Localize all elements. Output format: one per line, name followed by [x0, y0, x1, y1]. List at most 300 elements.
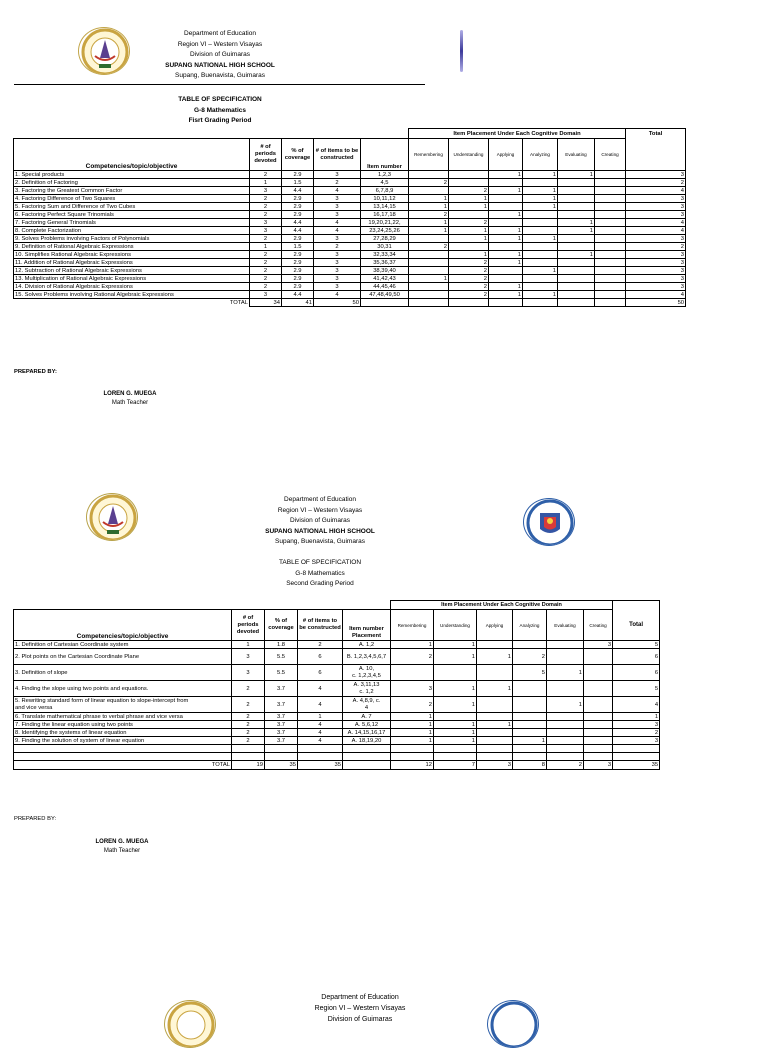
tos1-cell-analyzing [523, 243, 558, 251]
tos2-cell-evaluating [547, 649, 584, 665]
tos1-cell-creating [595, 259, 626, 267]
tos2-cell-creating [584, 697, 613, 713]
tos1-cell-total: 3 [626, 195, 686, 203]
tos2-cell-total: 5 [613, 641, 660, 649]
tos1-cell-creating [595, 179, 626, 187]
tos2-col-applying: Applying [477, 610, 513, 641]
tos2-row [14, 665, 660, 681]
tos2-cell-items: 4 [298, 721, 343, 729]
tos2-cell-competency: 7. Finding the linear equation using two points [14, 721, 232, 729]
dept-name: Department of Education [184, 30, 256, 37]
tos1-cell-competency: 3. Factoring the Greatest Common Factor [14, 187, 250, 195]
tos2-row [14, 641, 660, 649]
tos1-cell-coverage: 4.4 [282, 187, 314, 195]
tos1-cell-understanding: 2 [449, 259, 489, 267]
tos2-cell-creating [584, 737, 613, 745]
tos1-cell-coverage: 2.9 [282, 275, 314, 283]
tos1-cell-analyzing: 1 [523, 235, 558, 243]
tos1-cell-competency: 9. Definition of Rational Algebraic Expressions [14, 243, 250, 251]
tos1-cell-creating [595, 219, 626, 227]
tos1-cell-items: 3 [314, 275, 361, 283]
tos1-cell-periods: 2 [250, 195, 282, 203]
tos2-cell-understanding: 1 [434, 697, 477, 713]
tos2-cell-creating [584, 721, 613, 729]
tos1-row [14, 235, 686, 243]
tos1-cell-item-number: 35,36,37 [361, 259, 409, 267]
tos1-cell-competency: 12. Subtraction of Rational Algebraic Expressions [14, 267, 250, 275]
tos1-cell-evaluating [558, 267, 595, 275]
tos1-cell-evaluating [558, 187, 595, 195]
tos1-cell-remembering [409, 259, 449, 267]
tos2-cell-total: 4 [613, 697, 660, 713]
tos2-row [14, 681, 660, 697]
signature-block-1 [90, 390, 170, 408]
tos2-cell-items: 4 [298, 737, 343, 745]
tos1-rows [14, 171, 686, 299]
tos2-cell-total: 3 [613, 721, 660, 729]
tos1-cell-item-number: 32,33,34 [361, 251, 409, 259]
tos1-cell-periods: 2 [250, 203, 282, 211]
tos2-cell-applying [477, 729, 513, 737]
tos1-cell-evaluating: 1 [558, 171, 595, 179]
tos1-cell-creating [595, 235, 626, 243]
tos1-row [14, 283, 686, 291]
tos1-col-remembering: Remembering [409, 139, 449, 171]
division-name-3: Division of Guimaras [327, 1016, 393, 1023]
tos2-rows [14, 641, 660, 745]
tos1-cell-understanding [449, 179, 489, 187]
school-name: SUPANG NATIONAL HIGH SCHOOL [165, 61, 275, 69]
tos2-cell-competency: 3. Definition of slope [14, 665, 232, 681]
tos1-cell-items: 3 [314, 235, 361, 243]
tos1-cell-understanding [449, 243, 489, 251]
tos2-cell-competency: 9. Finding the solution of system of linear equation [14, 737, 232, 745]
signature-block-2 [82, 838, 162, 856]
tos1-cell-remembering [409, 267, 449, 275]
teacher-role-2: Math Teacher [103, 848, 141, 854]
tos2-total-remembering: 12 [391, 761, 434, 770]
dept-name-3: Department of Education [321, 994, 399, 1001]
tos1-cell-applying: 1 [489, 251, 523, 259]
tos1-row [14, 275, 686, 283]
tos2-cell-understanding: 1 [434, 737, 477, 745]
tos2-cell-items: 6 [298, 649, 343, 665]
division-name-2: Division of Guimaras [290, 517, 350, 524]
tos1-col-items: # of items to be constructed [314, 139, 361, 171]
tos2-total-label: TOTAL [14, 761, 232, 770]
tos1-cell-item-number: 19,20,21,22, [361, 219, 409, 227]
tos1-cell-remembering: 2 [409, 211, 449, 219]
tos1-cell-competency: 7. Factoring General Trinomials [14, 219, 250, 227]
tos1-cell-applying: 1 [489, 187, 523, 195]
tos1-cell-creating [595, 283, 626, 291]
tos1-cell-total: 4 [626, 187, 686, 195]
tos1-domain-group-header: Item Placement Under Each Cognitive Domain [409, 129, 626, 139]
teacher-name-1: LOREN G. MUEGA [103, 391, 157, 397]
tos1-cell-applying [489, 219, 523, 227]
tos1-cell-coverage: 2.9 [282, 283, 314, 291]
tos2-cell-remembering: 1 [391, 641, 434, 649]
tos1-cell-remembering: 1 [409, 219, 449, 227]
tos2-col-understanding: Understanding [434, 610, 477, 641]
tos1-cell-periods: 2 [250, 267, 282, 275]
tos1-cell-analyzing: 1 [523, 195, 558, 203]
tos2-col-creating: Creating [584, 610, 613, 641]
tos1-cell-item-number: 44,45,46 [361, 283, 409, 291]
tos2-cell-coverage: 3.7 [265, 729, 298, 737]
tos1-cell-understanding: 1 [449, 227, 489, 235]
tos1-cell-remembering: 1 [409, 195, 449, 203]
tos2-cell-competency: 6. Translate mathematical phrase to verbal phrase and vice versa [14, 713, 232, 721]
tos1-cell-items: 3 [314, 203, 361, 211]
tos1-cell-creating [595, 251, 626, 259]
tos2-cell-periods: 3 [232, 665, 265, 681]
tos2-cell-remembering [391, 665, 434, 681]
tos1-cell-creating [595, 243, 626, 251]
school-seal-logo-2 [86, 493, 138, 541]
tos1-cell-item-number: 27,28,29 [361, 235, 409, 243]
tos1-cell-analyzing [523, 259, 558, 267]
tos2-total-analyzing: 8 [513, 761, 547, 770]
tos1-cell-item-number: 6,7,8,9 [361, 187, 409, 195]
tos1-cell-evaluating [558, 283, 595, 291]
school-address: Supang, Buenavista, Guimaras [175, 72, 265, 79]
tos1-cell-periods: 1 [250, 243, 282, 251]
tos2-cell-analyzing [513, 713, 547, 721]
tos1-cell-creating [595, 291, 626, 299]
tos2-cell-evaluating: 1 [547, 665, 584, 681]
tos1-cell-understanding: 2 [449, 267, 489, 275]
tos1-cell-periods: 2 [250, 211, 282, 219]
tos1-cell-periods: 3 [250, 219, 282, 227]
tos1-cell-competency: 4. Factoring Difference of Two Squares [14, 195, 250, 203]
tos1-cell-competency: 11. Addition of Rational Algebraic Expressions [14, 259, 250, 267]
tos2-cell-item-number: A. 14,15,16,17 [343, 729, 391, 737]
tos1-cell-periods: 2 [250, 171, 282, 179]
tos1-cell-creating [595, 195, 626, 203]
tos1-cell-total: 3 [626, 267, 686, 275]
school-header-1 [130, 29, 310, 82]
tos2-col-remembering: Remembering [391, 610, 434, 641]
tos2-domain-group-header: Item Placement Under Each Cognitive Domain [391, 601, 613, 610]
tos1-cell-analyzing [523, 251, 558, 259]
tos2-cell-applying [477, 641, 513, 649]
dept-name-2: Department of Education [284, 496, 356, 503]
tos1-cell-understanding: 1 [449, 203, 489, 211]
tos2-cell-item-number: A. 10, c. 1,2,3,4,5 [343, 665, 391, 681]
tos2-period: Second Grading Period [286, 580, 354, 587]
tos2-row [14, 697, 660, 713]
tos1-col-creating: Creating [595, 139, 626, 171]
tos1-cell-evaluating [558, 203, 595, 211]
tos1-cell-coverage: 2.9 [282, 235, 314, 243]
tos1-cell-remembering [409, 283, 449, 291]
tos1-cell-creating [595, 171, 626, 179]
tos2-cell-items: 1 [298, 713, 343, 721]
tos1-cell-applying [489, 275, 523, 283]
tos1-cell-creating [595, 227, 626, 235]
tos2-cell-coverage: 5.5 [265, 665, 298, 681]
tos1-row [14, 219, 686, 227]
tos1-cell-coverage: 2.9 [282, 171, 314, 179]
tos1-cell-understanding: 2 [449, 187, 489, 195]
tos2-cell-periods: 2 [232, 729, 265, 737]
tos2-cell-competency: 8. Identifying the systems of linear equation [14, 729, 232, 737]
tos1-cell-applying: 1 [489, 235, 523, 243]
tos2-cell-item-number: A. 5,6,12 [343, 721, 391, 729]
tos1-title: TABLE OF SPECIFICATION [178, 96, 262, 103]
tos1-cell-coverage: 2.9 [282, 251, 314, 259]
tos2-cell-total: 5 [613, 681, 660, 697]
tos2-cell-analyzing [513, 681, 547, 697]
tos2-cell-applying [477, 665, 513, 681]
tos2-cell-remembering: 1 [391, 713, 434, 721]
tos1-cell-evaluating [558, 211, 595, 219]
school-header-2 [230, 495, 410, 548]
tos2-cell-total: 2 [613, 729, 660, 737]
tos2-cell-competency: 2. Plot points on the Cartesian Coordinate Plane [14, 649, 232, 665]
tos2-grade: G-8 Mathematics [295, 569, 345, 577]
tos1-cell-periods: 2 [250, 251, 282, 259]
school-seal-logo-3 [164, 1000, 216, 1048]
tos1-cell-total: 3 [626, 283, 686, 291]
tos1-cell-analyzing [523, 227, 558, 235]
tos2-cell-item-number: A. 7 [343, 713, 391, 721]
tos2-cell-remembering: 2 [391, 649, 434, 665]
school-name-2: SUPANG NATIONAL HIGH SCHOOL [265, 527, 375, 535]
tos2-col-items: # of items to be constructed [298, 610, 343, 641]
tos1-cell-competency: 8. Complete Factorization [14, 227, 250, 235]
tos2-cell-evaluating [547, 681, 584, 697]
tos2-cell-periods: 2 [232, 737, 265, 745]
tos1-cell-applying: 1 [489, 283, 523, 291]
tos1-cell-competency: 5. Factoring Sum and Difference of Two Cubes [14, 203, 250, 211]
tos1-cell-applying [489, 243, 523, 251]
tos1-cell-creating [595, 211, 626, 219]
tos2-col-periods: # of periods devoted [232, 610, 265, 641]
tos1-cell-applying: 1 [489, 227, 523, 235]
school-address-2: Supang, Buenavista, Guimaras [275, 538, 365, 545]
tos1-col-coverage: % of coverage [282, 139, 314, 171]
tos1-cell-competency: 1. Special products [14, 171, 250, 179]
tos1-cell-item-number: 41,42,43 [361, 275, 409, 283]
tos1-cell-evaluating [558, 235, 595, 243]
tos1-cell-items: 3 [314, 171, 361, 179]
tos2-row [14, 713, 660, 721]
tos2-total-coverage: 35 [265, 761, 298, 770]
tos1-cell-items: 3 [314, 283, 361, 291]
tos2-cell-understanding: 1 [434, 729, 477, 737]
tos1-cell-items: 3 [314, 259, 361, 267]
tos2-total-items: 35 [298, 761, 343, 770]
tos2-cell-item-number: A. 4,8,9, c. 4 [343, 697, 391, 713]
tos1-cell-analyzing: 1 [523, 267, 558, 275]
tos2-cell-analyzing: 5 [513, 665, 547, 681]
tos1-cell-total: 3 [626, 275, 686, 283]
tos1-row [14, 251, 686, 259]
tos1-row [14, 267, 686, 275]
tos1-cell-evaluating: 1 [558, 251, 595, 259]
tos1-cell-competency: 13. Multiplication of Rational Algebraic Expressions [14, 275, 250, 283]
tos1-period: Fisrt Grading Period [188, 117, 252, 124]
tos2-cell-item-number: A. 3,11,13 c. 1,2 [343, 681, 391, 697]
tos1-cell-understanding: 1 [449, 251, 489, 259]
tos2-cell-creating [584, 665, 613, 681]
tos1-cell-coverage: 1.5 [282, 243, 314, 251]
tos1-cell-item-number: 38,39,40 [361, 267, 409, 275]
tos2-cell-coverage: 5.5 [265, 649, 298, 665]
tos1-cell-analyzing [523, 275, 558, 283]
tos1-cell-evaluating [558, 259, 595, 267]
tos1-cell-remembering [409, 251, 449, 259]
tos1-cell-periods: 1 [250, 179, 282, 187]
tos1-cell-applying: 1 [489, 291, 523, 299]
tos1-total-items: 50 [314, 299, 361, 307]
tos1-cell-item-number: 16,17,18 [361, 211, 409, 219]
tos1-cell-competency: 2. Definition of Factoring [14, 179, 250, 187]
tos1-cell-understanding: 2 [449, 219, 489, 227]
tos2-col-analyzing: Analyzing [513, 610, 547, 641]
tos2-cell-analyzing: 1 [513, 737, 547, 745]
tos2-cell-periods: 1 [232, 641, 265, 649]
tos1-cell-remembering [409, 187, 449, 195]
tos2-cell-analyzing [513, 729, 547, 737]
tos1-cell-total: 3 [626, 259, 686, 267]
tos2-table [13, 600, 660, 770]
tos1-col-competency: Competencies/topic/objective [14, 139, 250, 171]
tos2-cell-total: 3 [613, 737, 660, 745]
tos1-cell-coverage: 4.4 [282, 227, 314, 235]
tos2-cell-applying: 1 [477, 681, 513, 697]
tos2-cell-understanding: 1 [434, 649, 477, 665]
tos2-cell-creating [584, 681, 613, 697]
tos1-total-header: Total [626, 129, 686, 139]
tos1-row [14, 179, 686, 187]
tos1-cell-item-number: 13,14,15 [361, 203, 409, 211]
tos1-cell-total: 2 [626, 243, 686, 251]
tos1-cell-analyzing [523, 179, 558, 187]
tos1-cell-understanding: 1 [449, 235, 489, 243]
tos1-cell-remembering: 2 [409, 179, 449, 187]
tos2-cell-understanding: 1 [434, 681, 477, 697]
tos1-cell-periods: 2 [250, 275, 282, 283]
tos1-cell-applying [489, 179, 523, 187]
tos1-total-periods: 34 [250, 299, 282, 307]
tos1-cell-total: 3 [626, 211, 686, 219]
region-name: Region VI – Western Visayas [177, 40, 263, 48]
tos1-cell-applying: 1 [489, 211, 523, 219]
tos2-col-competency: Competencies/topic/objective [14, 610, 232, 641]
tos1-cell-applying: 1 [489, 171, 523, 179]
tos1-cell-competency: 14. Division of Rational Algebraic Expressions [14, 283, 250, 291]
division-name: Division of Guimaras [190, 51, 250, 58]
tos1-cell-evaluating [558, 243, 595, 251]
tos1-cell-item-number: 30,31 [361, 243, 409, 251]
tos1-cell-competency: 15. Solves Problems involving Rational Algebraic Expressions [14, 291, 250, 299]
prepared-by-2: PREPARED BY: [14, 816, 57, 822]
tos1-cell-creating [595, 275, 626, 283]
tos1-cell-evaluating [558, 275, 595, 283]
tos2-total-header: Total [613, 610, 660, 641]
tos2-row [14, 729, 660, 737]
tos2-cell-periods: 3 [232, 649, 265, 665]
tos1-cell-item-number: 23,24,25,26 [361, 227, 409, 235]
tos1-cell-applying: 1 [489, 259, 523, 267]
tos1-cell-evaluating [558, 179, 595, 187]
tos1-cell-items: 4 [314, 227, 361, 235]
tos1-cell-total: 3 [626, 203, 686, 211]
tos2-cell-periods: 2 [232, 713, 265, 721]
tos1-cell-evaluating: 1 [558, 227, 595, 235]
tos1-cell-total: 4 [626, 219, 686, 227]
tos2-cell-item-number: A. 1,2 [343, 641, 391, 649]
tos1-cell-remembering: 1 [409, 275, 449, 283]
tos2-total-understanding: 7 [434, 761, 477, 770]
tos2-cell-applying [477, 697, 513, 713]
tos1-cell-item-number: 10,11,12 [361, 195, 409, 203]
tos2-cell-remembering: 1 [391, 729, 434, 737]
tos2-cell-creating: 3 [584, 641, 613, 649]
tos2-total-evaluating: 2 [547, 761, 584, 770]
tos2-cell-item-number: B. 1,2,3,4,5,6,7 [343, 649, 391, 665]
tos1-cell-coverage: 1.5 [282, 179, 314, 187]
tos1-cell-understanding: 2 [449, 275, 489, 283]
tos2-title-block [230, 558, 410, 590]
tos1-total-label: TOTAL [229, 299, 248, 306]
deped-seal-logo-3 [487, 1000, 539, 1048]
tos1-row [14, 243, 686, 251]
tos2-cell-evaluating [547, 713, 584, 721]
tos1-cell-understanding: 1 [449, 195, 489, 203]
tos2-title: TABLE OF SPECIFICATION [278, 559, 362, 566]
tos2-cell-analyzing [513, 721, 547, 729]
tos2-cell-remembering: 1 [391, 737, 434, 745]
tos1-cell-total: 3 [626, 251, 686, 259]
tos2-cell-coverage: 3.7 [265, 721, 298, 729]
tos1-cell-periods: 2 [250, 235, 282, 243]
tos2-cell-applying: 1 [477, 721, 513, 729]
tos2-cell-items: 4 [298, 681, 343, 697]
tos1-cell-items: 2 [314, 243, 361, 251]
school-seal-logo [78, 27, 130, 75]
tos2-col-itemno: Item number Placement [343, 610, 391, 641]
tos1-grade: G-8 Mathematics [193, 106, 247, 114]
tos1-cell-competency: 9. Solves Problems involving Factors of Polynomials [14, 235, 250, 243]
tos1-col-periods: # of periods devoted [250, 139, 282, 171]
tos1-cell-remembering: 2 [409, 243, 449, 251]
tos2-cell-total: 1 [613, 713, 660, 721]
tos2-cell-evaluating [547, 737, 584, 745]
tos1-title-block [130, 95, 310, 127]
tos1-cell-items: 3 [314, 195, 361, 203]
tos1-row [14, 203, 686, 211]
tos2-total-periods: 19 [232, 761, 265, 770]
tos1-cell-competency: 10. Simplifies Rational Algebraic Expressions [14, 251, 250, 259]
tos1-cell-competency: 6. Factoring Perfect Square Trinomials [14, 211, 250, 219]
tos1-cell-coverage: 2.9 [282, 203, 314, 211]
tos2-row [14, 721, 660, 729]
tos1-cell-total: 4 [626, 227, 686, 235]
tos1-col-evaluating: Evaluating [558, 139, 595, 171]
tos1-cell-remembering: 1 [409, 227, 449, 235]
tos1-cell-item-number: 47,48,49,50 [361, 291, 409, 299]
tos1-cell-applying [489, 195, 523, 203]
tos1-col-analyzing: Analyzing [523, 139, 558, 171]
tos1-cell-items: 4 [314, 219, 361, 227]
tos2-cell-creating [584, 729, 613, 737]
tos2-cell-competency: 5. Rewriting standard form of linear equation to slope-intercept from and vice versa [14, 697, 232, 713]
tos1-cell-coverage: 2.9 [282, 267, 314, 275]
